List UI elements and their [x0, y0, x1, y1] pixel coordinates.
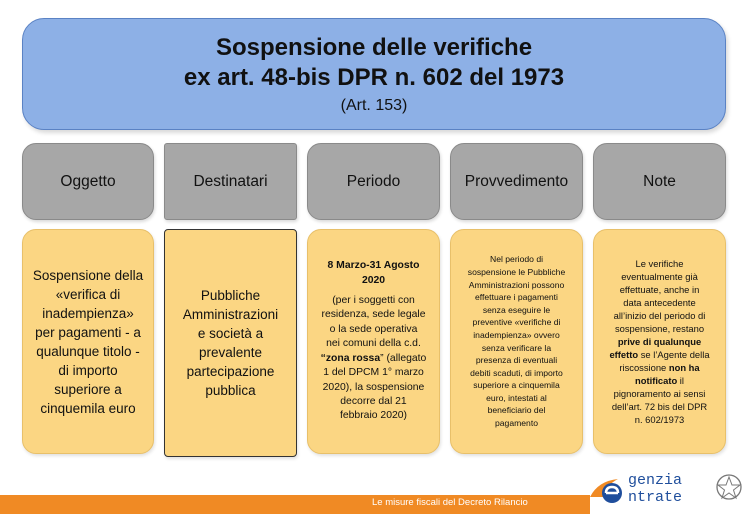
note-rest: riscossione — [619, 362, 669, 373]
note-line: effettuate, anche in — [619, 284, 700, 295]
destinatari-line: Pubbliche — [200, 288, 261, 303]
header-provvedimento-label: Provvedimento — [464, 172, 569, 190]
title-line-2: ex art. 48-bis DPR n. 602 del 1973 — [183, 64, 565, 91]
zona-rossa-bold: “zona rossa — [320, 352, 381, 364]
title-subtitle: (Art. 153) — [340, 97, 408, 114]
agenzia-entrate-logo — [588, 463, 750, 513]
note-line: sospensione, restano — [614, 323, 705, 334]
periodo-line: residenza, sede legale — [321, 309, 426, 321]
provvedimento-line: effettuare i pagamenti — [475, 292, 558, 303]
destinatari-line: pubblica — [205, 383, 256, 398]
destinatari-line: partecipazione — [186, 364, 275, 379]
provvedimento-line: Nel periodo di — [489, 254, 544, 265]
periodo-line: (per i soggetti con — [332, 295, 415, 307]
emblem-star — [718, 477, 740, 498]
note-rest: il — [677, 375, 684, 386]
oggetto-line: inadempienza» — [42, 305, 134, 321]
card-destinatari — [164, 229, 297, 457]
provvedimento-line: inadempienza» ovvero — [473, 329, 560, 340]
oggetto-line: «verifica di — [55, 286, 121, 302]
periodo-line: nei comuni della c.d. — [326, 338, 421, 350]
provvedimento-line: senza verificare la — [481, 342, 552, 353]
note-bold: notificato — [635, 375, 678, 386]
header-oggetto — [22, 143, 154, 220]
card-provvedimento — [450, 229, 583, 454]
note-line: data antecedente — [623, 297, 696, 308]
note-line — [618, 335, 701, 348]
provvedimento-line: euro, intestati al — [486, 392, 547, 403]
provvedimento-line: pagamento — [494, 418, 538, 429]
title-banner — [22, 18, 726, 130]
header-periodo-label: Periodo — [346, 172, 401, 190]
note-line — [635, 374, 684, 387]
header-provvedimento — [450, 143, 583, 220]
header-periodo — [307, 143, 440, 220]
oggetto-line: cinquemila euro — [40, 400, 136, 416]
note-line — [619, 361, 699, 374]
periodo-heading-year: 2020 — [361, 274, 386, 286]
periodo-heading: 8 Marzo-31 Agosto — [327, 260, 420, 272]
card-note — [593, 229, 726, 454]
periodo-line: 2020), la sospensione — [322, 381, 425, 393]
note-line: pignoramento ai sensi — [613, 388, 706, 399]
note-line: n. 602/1973 — [634, 414, 685, 425]
provvedimento-line: debiti scaduti, di importo — [470, 367, 563, 378]
destinatari-line: Amministrazioni — [182, 307, 279, 322]
header-note-label: Note — [643, 172, 676, 190]
oggetto-line: per pagamenti - a — [35, 324, 141, 340]
note-rest: se l’Agente della — [638, 349, 710, 360]
note-line: dell’art. 72 bis del DPR — [611, 401, 708, 412]
note-line: all’inizio del periodo di — [613, 310, 706, 321]
header-destinatari-label: Destinatari — [193, 173, 268, 190]
provvedimento-line: preventive «verifiche di — [472, 317, 561, 328]
provvedimento-line: beneficiario del — [487, 405, 546, 416]
zona-rossa-rest: ” (allegato — [380, 352, 427, 364]
logo-text-2: ntrate — [628, 489, 683, 506]
periodo-line: decorre dal 21 — [340, 395, 407, 407]
destinatari-line: prevalente — [198, 345, 263, 360]
oggetto-line: qualunque titolo - — [36, 343, 140, 359]
oggetto-line: di importo — [58, 362, 118, 378]
provvedimento-line: presenza di eventuali — [475, 355, 558, 366]
header-destinatari — [164, 143, 297, 220]
note-line — [609, 348, 709, 361]
provvedimento-line: superiore a cinquemila — [473, 380, 560, 391]
footer-caption: Le misure fiscali del Decreto Rilancio — [372, 497, 528, 508]
provvedimento-line: sospensione le Pubbliche — [467, 266, 566, 277]
periodo-line: febbraio 2020) — [339, 410, 407, 422]
note-bold: prive di qualunque — [617, 336, 702, 347]
note-bold: non ha — [668, 362, 700, 373]
note-bold: effetto — [609, 349, 639, 360]
provvedimento-line: senza eseguire le — [482, 304, 551, 315]
title-line-1: Sospensione delle verifiche — [215, 34, 533, 61]
card-oggetto — [22, 229, 154, 454]
provvedimento-line: Amministrazioni possono — [468, 279, 565, 290]
logo-text-1: genzia — [628, 472, 683, 489]
header-oggetto-label: Oggetto — [60, 172, 116, 190]
card-periodo — [307, 229, 440, 454]
periodo-line: o la sede operativa — [329, 323, 418, 335]
periodo-line: 1 del DPCM 1° marzo — [323, 367, 424, 379]
oggetto-line: Sospensione della — [32, 267, 144, 283]
oggetto-line: superiore a — [54, 381, 122, 397]
periodo-line-zona — [321, 352, 427, 366]
destinatari-line: e società a — [197, 326, 264, 341]
note-line: eventualmente già — [621, 271, 698, 282]
note-line: Le verifiche — [635, 258, 684, 269]
header-note — [593, 143, 726, 220]
